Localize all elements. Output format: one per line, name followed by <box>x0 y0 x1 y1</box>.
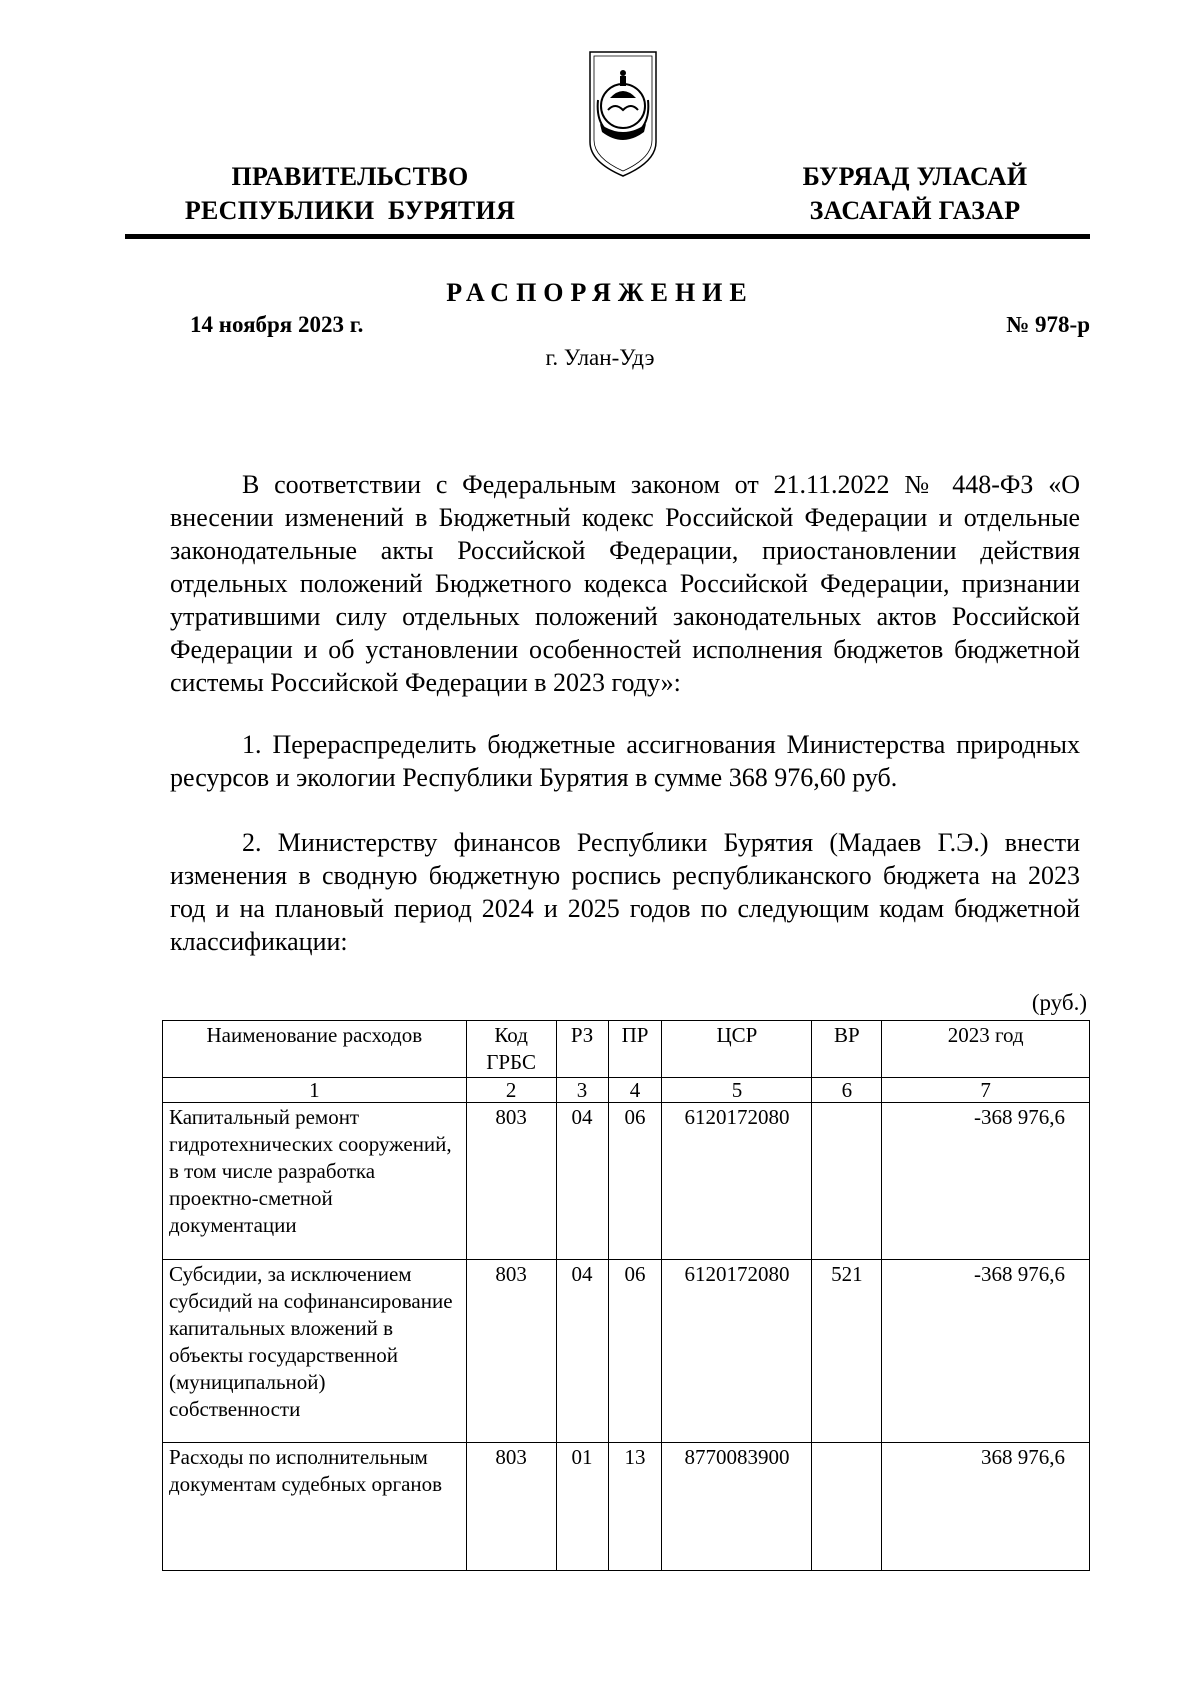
row-csr: 6120172080 <box>662 1103 812 1260</box>
row-csr: 8770083900 <box>662 1443 812 1571</box>
row-rz: 01 <box>556 1443 608 1571</box>
column-number: 7 <box>882 1078 1090 1103</box>
row-vr <box>812 1443 882 1571</box>
column-number: 3 <box>556 1078 608 1103</box>
row-rz: 04 <box>556 1260 608 1443</box>
header-csr: ЦСР <box>662 1021 812 1078</box>
row-name: Расходы по исполнительным документам судебных органов <box>163 1443 467 1571</box>
row-pr: 13 <box>608 1443 662 1571</box>
item-2-text: 2. Министерству финансов Республики Бурятия (Мадаев Г.Э.) внести изменения в сводную бюджетную роспись республиканского бюджета на 2023 год и на плановый период 2024 и 2025 годов по следующим кодам бюджетной классификации: <box>170 828 1080 956</box>
row-rz: 04 <box>556 1103 608 1260</box>
government-name-ru-line1: ПРАВИТЕЛЬСТВО <box>231 162 469 191</box>
item-2-paragraph <box>170 826 1080 958</box>
row-amount: 368 976,6 <box>882 1443 1090 1571</box>
table-row <box>163 1103 1090 1260</box>
coat-of-arms-icon <box>588 50 658 180</box>
government-name-bua-line2: ЗАСАГАЙ ГАЗАР <box>809 196 1021 225</box>
row-grbs: 803 <box>466 1260 556 1443</box>
preamble-text: В соответствии с Федеральным законом от 21.11.2022 № 448-ФЗ «О внесении изменений в Бюджетный кодекс Российской Федерации и отдельные законодательные акты Российской Федерации, приостановлении действия отдельных положений Бюджетного кодекса Российской Федерации, признании утратившими силу отдельных положений законодательных актов Российской Федерации и об установлении особенностей исполнения бюджетов бюджетной системы Российской Федерации в 2023 году»: <box>170 470 1080 697</box>
preamble-paragraph <box>170 468 1080 699</box>
header-amount: 2023 год <box>882 1021 1090 1078</box>
header-vr: ВР <box>812 1021 882 1078</box>
budget-table <box>162 1020 1090 1571</box>
document-number: № 978-р <box>1006 312 1090 337</box>
row-pr: 06 <box>608 1103 662 1260</box>
header-rz: РЗ <box>556 1021 608 1078</box>
government-name-bua-line1: БУРЯАД УЛАСАЙ <box>802 162 1028 191</box>
row-vr: 521 <box>812 1260 882 1443</box>
row-grbs: 803 <box>466 1103 556 1260</box>
row-amount: -368 976,6 <box>882 1260 1090 1443</box>
government-name-ru <box>170 160 530 228</box>
header-grbs: Код ГРБС <box>466 1021 556 1078</box>
header-divider <box>125 234 1090 239</box>
column-number: 5 <box>662 1078 812 1103</box>
row-csr: 6120172080 <box>662 1260 812 1443</box>
currency-unit: (руб.) <box>1031 990 1087 1015</box>
item-1-paragraph <box>170 728 1080 794</box>
table-column-numbers-row <box>163 1078 1090 1103</box>
header-pr: ПР <box>608 1021 662 1078</box>
government-name-ru-line2: РЕСПУБЛИКИ БУРЯТИЯ <box>184 196 516 225</box>
table-row <box>163 1443 1090 1571</box>
document-city: г. Улан-Удэ <box>545 345 655 370</box>
document-date: 14 ноября 2023 г. <box>190 312 364 337</box>
row-vr <box>812 1103 882 1260</box>
column-number: 1 <box>163 1078 467 1103</box>
document-title: РАСПОРЯЖЕНИЕ <box>446 278 754 307</box>
column-number: 4 <box>608 1078 662 1103</box>
row-name: Капитальный ремонт гидротехнических сооружений, в том числе разработка проектно-сметной документации <box>163 1103 467 1260</box>
row-amount: -368 976,6 <box>882 1103 1090 1260</box>
table-header-row <box>163 1021 1090 1078</box>
table-row <box>163 1260 1090 1443</box>
column-number: 6 <box>812 1078 882 1103</box>
item-1-text: 1. Перераспределить бюджетные ассигнования Министерства природных ресурсов и экологии Республики Бурятия в сумме 368 976,60 руб. <box>170 730 1080 792</box>
column-number: 2 <box>466 1078 556 1103</box>
row-name: Субсидии, за исключением субсидий на софинансирование капитальных вложений в объекты государственной (муниципальной) собственности <box>163 1260 467 1443</box>
government-name-bua <box>765 160 1065 228</box>
row-grbs: 803 <box>466 1443 556 1571</box>
header-name: Наименование расходов <box>163 1021 467 1078</box>
row-pr: 06 <box>608 1260 662 1443</box>
